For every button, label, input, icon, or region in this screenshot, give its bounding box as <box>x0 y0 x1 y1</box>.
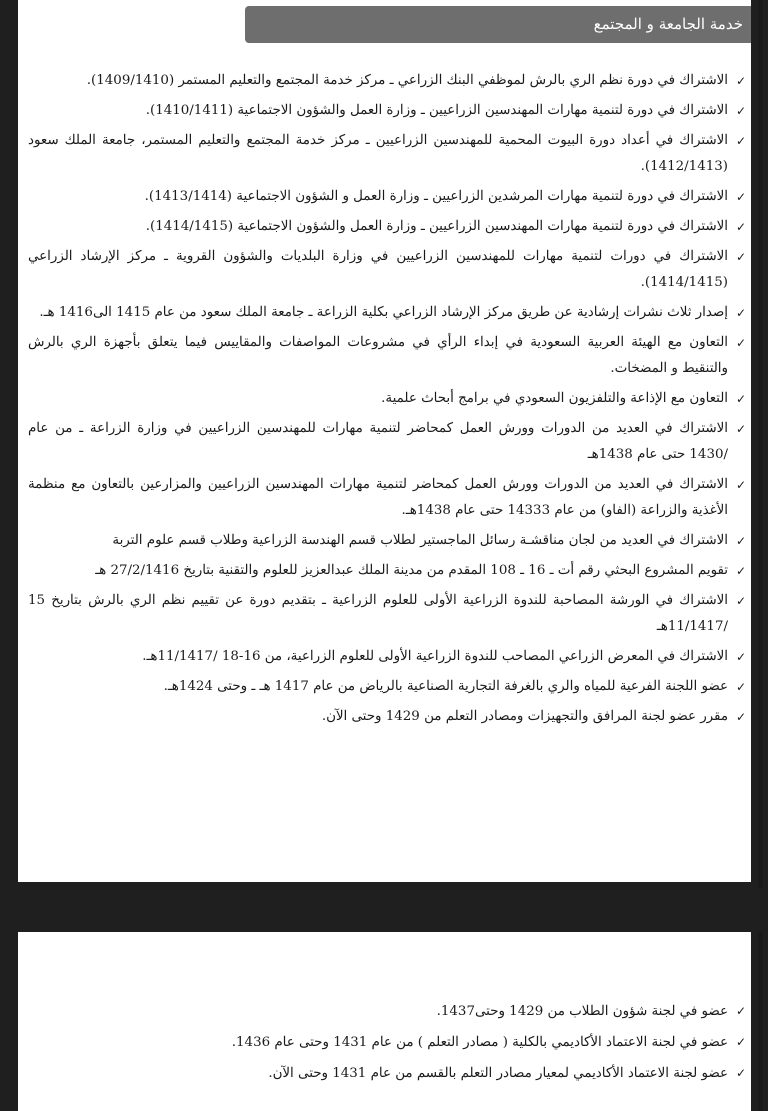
checkmark-icon: ✓ <box>735 250 746 264</box>
checkmark-icon: ✓ <box>735 336 746 350</box>
list-item-text: عضو في لجنة شؤون الطلاب من 1429 وحتى1437. <box>436 1004 728 1019</box>
list-item-text: التعاون مع الهيئة العربية السعودية في إبداء الرأي في مشروعات المواصفات والمقاييس فيما يتعلق بأجهزة الري بالرش والتنقيط و المضخات. <box>28 335 728 376</box>
page-edge-rule <box>758 932 763 1111</box>
list-item <box>28 98 746 124</box>
checkmark-icon: ✓ <box>735 134 746 148</box>
list-item-text: تقويم المشروع البحثي رقم أت ـ 16 ـ 108 المقدم من مدينة الملك عبدالعزيز للعلوم والتقنية بتاريخ 27/2/1416 هـ <box>95 563 728 578</box>
list-item-text: الاشتراك في العديد من لجان مناقشـة رسائل الماجستير لطلاب قسم الهندسة الزراعية وطلاب قسم علوم التربة <box>112 533 728 548</box>
list-item <box>28 674 746 700</box>
list-item-text: الاشتراك في دورة لتنمية مهارات المهندسين الزراعيين ـ وزارة العمل والشؤون الاجتماعية (1410/1411). <box>145 103 728 118</box>
checkmark-icon: ✓ <box>735 306 746 320</box>
list-item <box>28 330 746 382</box>
list-item <box>28 558 746 584</box>
checkmark-icon: ✓ <box>735 680 746 694</box>
list-item-text: الاشتراك في دورات لتنمية مهارات للمهندسين الزراعيين في وزارة البلديات والشؤون القروية ـ مركز الإرشاد الزراعي (1414/1415). <box>28 249 728 290</box>
list-item <box>28 416 746 468</box>
list-item <box>28 68 746 94</box>
list-item <box>28 244 746 296</box>
list-item-text: التعاون مع الإذاعة والتلفزيون السعودي في برامج أبحاث علمية. <box>381 391 728 406</box>
list-item <box>28 588 746 640</box>
list-item <box>28 214 746 240</box>
checkmark-icon: ✓ <box>735 104 746 118</box>
list-item-text: الاشتراك في الورشة المصاحبة للندوة الزراعية الأولى للعلوم الزراعية ـ بتقديم دورة عن تقييم نظم الري بالرش بتاريخ 15 /11/1417هـ <box>28 593 728 634</box>
list-item-text: الاشتراك في العديد من الدورات وورش العمل كمحاضر لتنمية مهارات للمهندسين الزراعيين في وزارة الزراعة ـ من عام /1430 حتى عام 1438هـ <box>28 421 728 462</box>
document-page-1 <box>18 0 751 882</box>
service-list <box>28 68 746 734</box>
list-item-text: عضو لجنة الاعتماد الأكاديمي لمعيار مصادر التعلم بالقسم من عام 1431 وحتى الآن. <box>268 1066 728 1081</box>
list-item <box>28 472 746 524</box>
checkmark-icon: ✓ <box>735 564 746 578</box>
list-item <box>28 128 746 180</box>
list-item <box>28 300 746 326</box>
checkmark-icon: ✓ <box>735 478 746 492</box>
list-item-text: إصدار ثلاث نشرات إرشادية عن طريق مركز الإرشاد الزراعي بكلية الزراعة ـ جامعة الملك سعود من عام 1415 الى1416 هـ. <box>39 305 728 320</box>
list-item <box>28 704 746 730</box>
list-item-text: عضو في لجنة الاعتماد الأكاديمي بالكلية ( مصادر التعلم ) من عام 1431 وحتى عام 1436. <box>231 1035 728 1050</box>
checkmark-icon: ✓ <box>735 1066 746 1080</box>
checkmark-icon: ✓ <box>735 220 746 234</box>
checkmark-icon: ✓ <box>735 594 746 608</box>
list-item-text: الاشتراك في دورة نظم الري بالرش لموظفي البنك الزراعي ـ مركز خدمة المجتمع والتعليم المستمر (1409/1410). <box>86 73 728 88</box>
list-item <box>28 644 746 670</box>
list-item-text: الاشتراك في دورة لتنمية مهارات المرشدين الزراعيين ـ وزارة العمل و الشؤون الاجتماعية (1413/1414). <box>144 189 728 204</box>
checkmark-icon: ✓ <box>735 422 746 436</box>
list-item <box>28 386 746 412</box>
list-item <box>28 1060 746 1087</box>
list-item-text: مقرر عضو لجنة المرافق والتجهيزات ومصادر التعلم من 1429 وحتى الآن. <box>321 709 728 724</box>
checkmark-icon: ✓ <box>735 1004 746 1018</box>
section-title: خدمة الجامعة و المجتمع <box>593 15 743 33</box>
list-item-text: الاشتراك في المعرض الزراعي المصاحب للندوة الزراعية الأولى للعلوم الزراعية، من 16-18 /11/1417هـ. <box>142 649 728 664</box>
section-header <box>245 6 751 43</box>
service-list-continued <box>28 998 746 1091</box>
list-item-text: الاشتراك في أعداد دورة البيوت المحمية للمهندسين الزراعيين ـ مركز خدمة المجتمع والتعليم المستمر، جامعة الملك سعود (1412/1413). <box>28 133 728 174</box>
list-item-text: عضو اللجنة الفرعية للمياه والري بالغرفة التجارية الصناعية بالرياض من عام 1417 هـ ـ وحتى 1424هـ. <box>163 679 728 694</box>
list-item-text: الاشتراك في دورة لتنمية مهارات المهندسين الزراعيين ـ وزارة العمل والشؤون الاجتماعية (1414/1415). <box>145 219 728 234</box>
page-edge-rule <box>758 0 763 888</box>
list-item <box>28 184 746 210</box>
list-item <box>28 1029 746 1056</box>
checkmark-icon: ✓ <box>735 650 746 664</box>
list-item-text: الاشتراك في العديد من الدورات وورش العمل كمحاضر لتنمية مهارات المهندسين الزراعيين والمزارعين بالتعاون مع منظمة الأغذية والزراعة (الفاو) من عام 14333 حتى عام 1438هـ. <box>28 477 728 518</box>
checkmark-icon: ✓ <box>735 710 746 724</box>
checkmark-icon: ✓ <box>735 534 746 548</box>
checkmark-icon: ✓ <box>735 74 746 88</box>
document-page-2 <box>18 932 751 1111</box>
checkmark-icon: ✓ <box>735 190 746 204</box>
checkmark-icon: ✓ <box>735 392 746 406</box>
checkmark-icon: ✓ <box>735 1035 746 1049</box>
list-item <box>28 528 746 554</box>
list-item <box>28 998 746 1025</box>
